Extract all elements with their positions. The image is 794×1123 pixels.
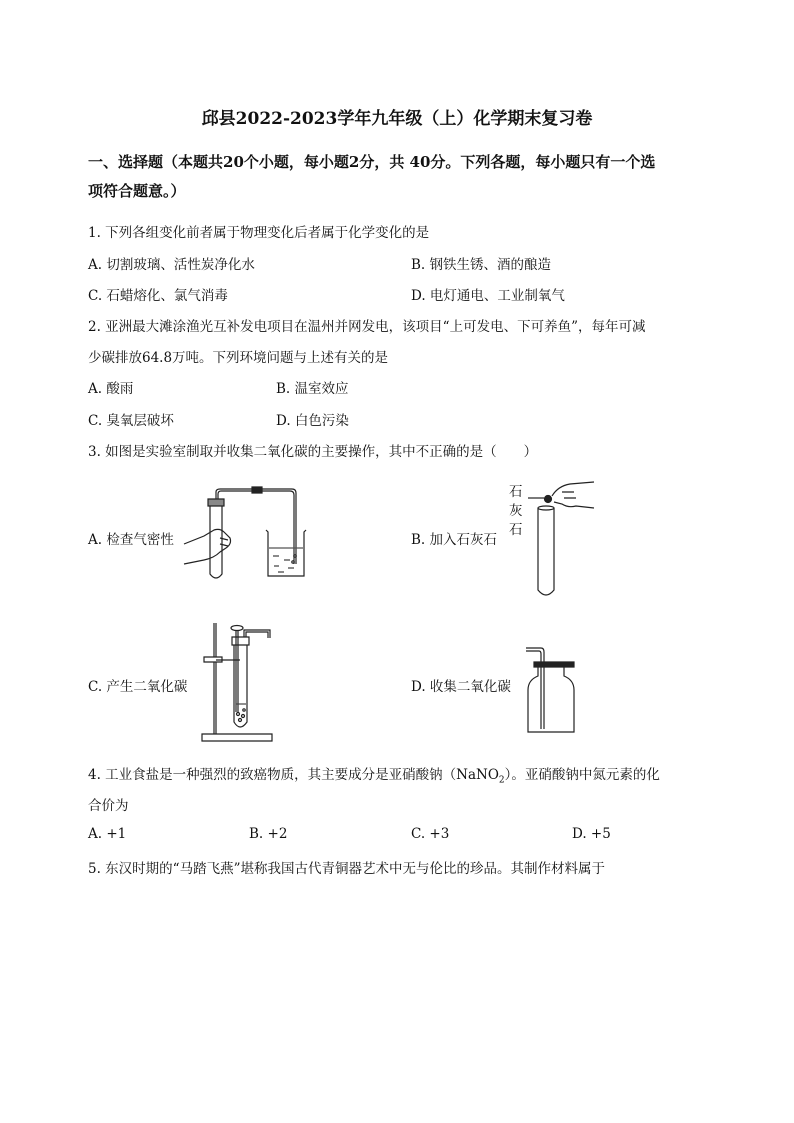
figure-collect-co2 [524,644,584,734]
question-1-option-d[interactable]: D. 电灯通电、工业制氧气 [411,288,565,304]
question-3-option-d[interactable]: D. 收集二氧化碳 [411,679,511,695]
question-1-option-b[interactable]: B. 钢铁生锈、酒的酿造 [411,257,552,273]
limestone-label-char2: 灰 [509,503,523,519]
question-4-option-d[interactable]: D. +5 [572,826,611,842]
question-3-option-c[interactable]: C. 产生二氧化碳 [88,679,188,695]
question-3-stem: 3. 如图是实验室制取并收集二氧化碳的主要操作，其中不正确的是（ ） [88,444,538,460]
question-4-stem-line2: 合价为 [88,798,129,814]
question-2-stem-line2: 少碳排放64.8万吨。下列环境问题与上述有关的是 [88,350,389,366]
question-4-option-c[interactable]: C. +3 [411,826,450,842]
question-2-option-c[interactable]: C. 臭氧层破坏 [88,413,174,429]
figure-airtightness-check [180,486,310,584]
question-1-stem: 1. 下列各组变化前者属于物理变化后者属于化学变化的是 [88,225,430,241]
figure-add-limestone [528,478,598,600]
section-heading-line1: 一、选择题（本题共20个小题，每小题2分，共 40分。下列各题，每小题只有一个选 [88,153,656,171]
question-2-option-b[interactable]: B. 温室效应 [276,381,349,397]
question-3-option-a[interactable]: A. 检查气密性 [88,532,174,548]
figure-produce-co2 [200,620,282,744]
question-2-option-d[interactable]: D. 白色污染 [276,413,349,429]
question-2-stem-line1: 2. 亚洲最大滩涂渔光互补发电项目在温州并网发电，该项目“上可发电、下可养鱼”，每年可减 [88,319,646,335]
limestone-label-char3: 石 [509,522,523,538]
question-4-option-a[interactable]: A. +1 [88,826,127,842]
question-5-stem: 5. 东汉时期的“马踏飞燕”堪称我国古代青铜器艺术中无与伦比的珍品。其制作材料属于 [88,861,605,877]
question-1-option-c[interactable]: C. 石蜡熔化、氯气消毒 [88,288,228,304]
page-title: 邱县2022-2023学年九年级（上）化学期末复习卷 [201,109,593,129]
question-3-option-b[interactable]: B. 加入石灰石 [411,532,498,548]
question-4-option-b[interactable]: B. +2 [249,826,288,842]
limestone-label-char1: 石 [509,484,523,500]
question-1-option-a[interactable]: A. 切割玻璃、活性炭净化水 [88,257,255,273]
question-4-stem-line1: 4. 工业食盐是一种强烈的致癌物质，其主要成分是亚硝酸钠（NaNO$_2$）。亚硝酸钠中氮元素的化 [88,767,660,786]
question-2-option-a[interactable]: A. 酸雨 [88,381,134,397]
section-heading-line2: 项符合题意。） [88,182,186,200]
